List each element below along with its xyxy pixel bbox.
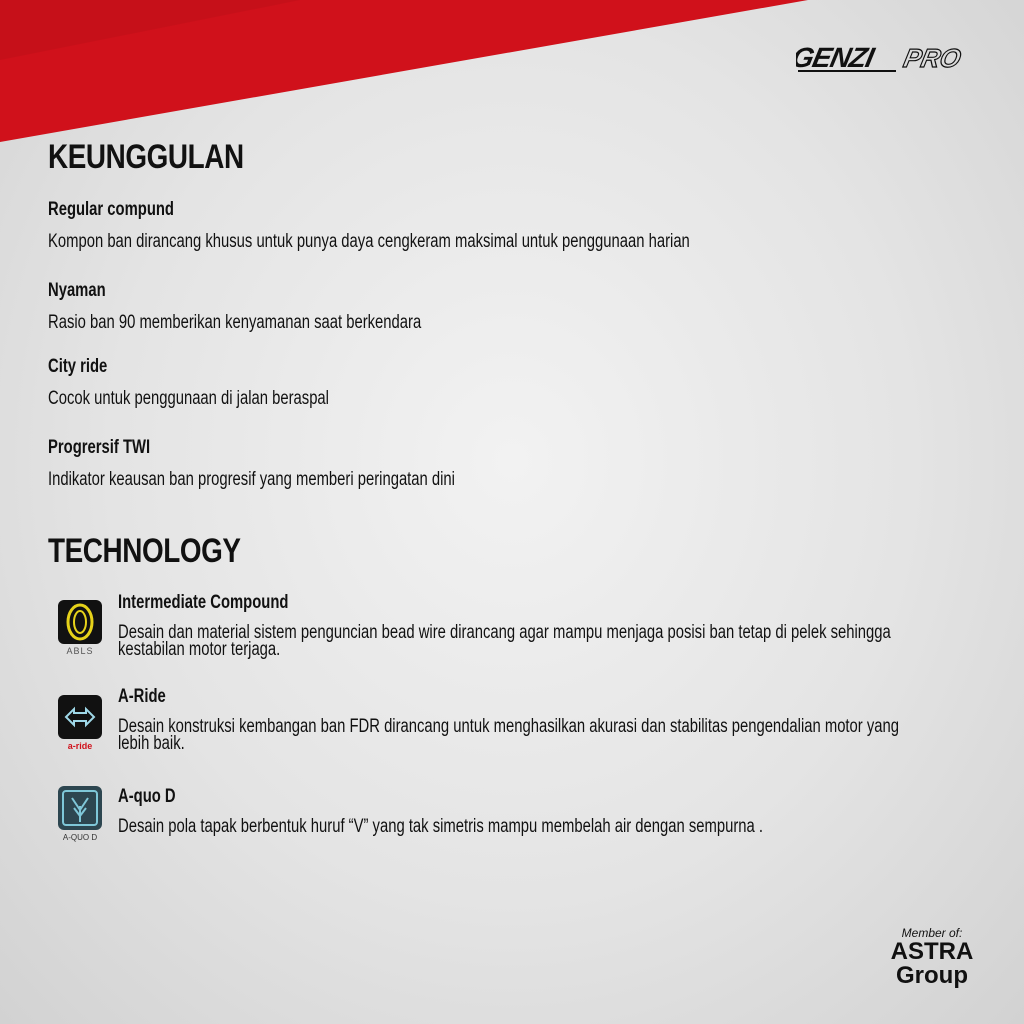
abls-icon [56,598,104,656]
genzi-pro-logo [796,40,982,74]
technology-heading: TECHNOLOGY [48,532,241,570]
a-ride-icon [56,693,104,751]
astra-label: ASTRA [890,938,974,965]
svg-text:GENZI: GENZI [796,41,877,73]
tech-desc: Desain pola tapak berbentuk huruf “V” yang tak simetris mampu membelah air dengan sempurna . [118,816,764,837]
a-quo-d-icon [56,784,104,842]
feature-desc: Cocok untuk penggunaan di jalan beraspal [48,388,329,409]
tech-title: A-Ride [118,686,166,707]
keunggulan-heading: KEUNGGULAN [48,138,244,176]
tech-desc: Desain dan material sistem penguncian bead wire dirancang agar mampu menjaga posisi ban tetap di pelek sehingga kestabilan motor terjaga. [118,622,891,660]
member-of-label: Member of: [901,926,963,940]
feature-title: Progrersif TWI [48,437,151,458]
svg-text:A-QUO D: A-QUO D [62,833,98,842]
tech-title: A-quo D [118,786,176,807]
red-diagonal-band [0,0,1024,160]
astra-group-badge [882,926,982,988]
feature-title: Nyaman [48,280,106,301]
feature-desc: Rasio ban 90 memberikan kenyamanan saat berkendara [48,312,422,333]
feature-desc: Indikator keausan ban progresif yang memberi peringatan dini [48,469,455,490]
tech-desc: Desain konstruksi kembangan ban FDR dirancang untuk menghasilkan akurasi dan stabilitas pengendalian motor yang lebih baik. [118,716,899,754]
feature-desc: Kompon ban dirancang khusus untuk punya daya cengkeram maksimal untuk penggunaan harian [48,231,690,252]
svg-text:a-ride: a-ride [67,741,93,751]
svg-text:PRO: PRO [900,43,964,73]
feature-title: Regular compund [48,199,174,220]
svg-text:ABLS: ABLS [66,646,94,656]
tech-title: Intermediate Compound [118,592,289,613]
group-label: Group [896,962,968,989]
feature-title: City ride [48,356,108,377]
